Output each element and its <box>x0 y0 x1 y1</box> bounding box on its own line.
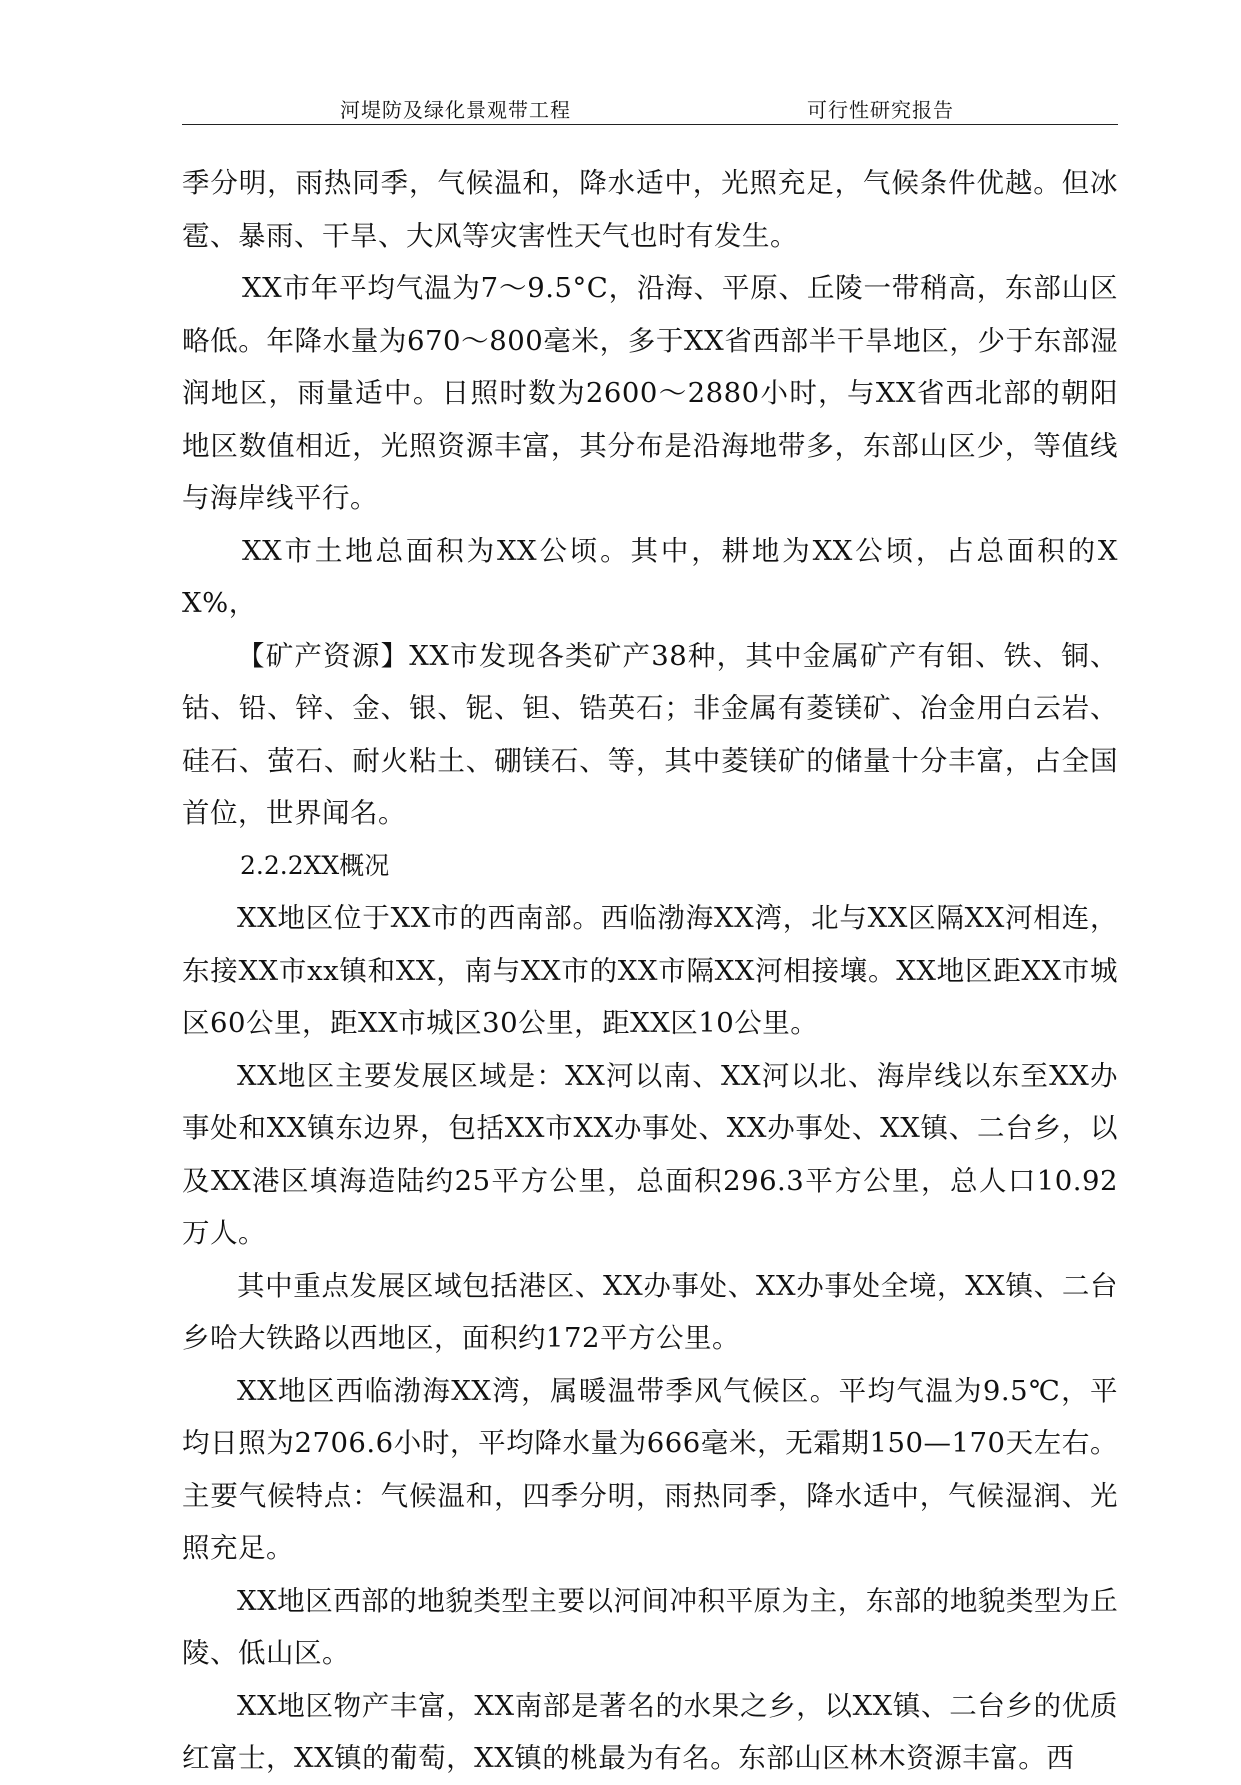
paragraph-key-area: 其中重点发展区域包括港区、XX办事处、XX办事处全境，XX镇、二台乡哈大铁路以西地区，面积约172平方公里。 <box>182 1269 1118 1354</box>
paragraph-mineral-resources: 【矿产资源】XX市发现各类矿产38种，其中金属矿产有钼、铁、铜、钴、铅、锌、金、银、铌、钽、锆英石；非金属有菱镁矿、冶金用白云岩、硅石、萤石、耐火粘土、硼镁石、等，其中菱镁矿的储量十分丰富，占全国首位，世界闻名。 <box>182 639 1118 829</box>
paragraph-temperature: XX市年平均气温为7～9.5°C，沿海、平原、丘陵一带稍高，东部山区略低。年降水量为670～800毫米，多于XX省西部半干旱地区，少于东部湿润地区，雨量适中。日照时数为2600～2880小时，与XX省西北部的朝阳地区数值相近，光照资源丰富，其分布是沿海地带多，东部山区少，等值线与海岸线平行。 <box>182 272 1118 514</box>
header-report-title: 可行性研究报告 <box>807 98 954 122</box>
paragraph-climate: XX地区西临渤海XX湾，属暖温带季风气候区。平均气温为9.5℃，平均日照为2706.6小时，平均降水量为666毫米，无霜期150—170天左右。主要气候特点：气候温和，四季分明，雨热同季，降水适中，气候湿润、光照充足。 <box>182 1374 1118 1564</box>
paragraph-products: XX地区物产丰富，XX南部是著名的水果之乡，以XX镇、二台乡的优质红富士，XX镇的葡萄，XX镇的桃最为有名。东部山区林木资源丰富。西 <box>182 1689 1118 1774</box>
paragraph-development-area: XX地区主要发展区域是：XX河以南、XX河以北、海岸线以东至XX办事处和XX镇东边界，包括XX市XX办事处、XX办事处、XX镇、二台乡，以及XX港区填海造陆约25平方公里，总面积296.3平方公里，总人口10.92万人。 <box>182 1059 1118 1249</box>
document-body <box>182 157 1118 1785</box>
paragraph-landform: XX地区西部的地貌类型主要以河间冲积平原为主，东部的地貌类型为丘陵、低山区。 <box>182 1584 1118 1669</box>
header-project-title: 河堤防及绿化景观带工程 <box>340 98 571 122</box>
paragraph-land-area: XX市土地总面积为XX公顷。其中，耕地为XX公顷，占总面积的XX%， <box>182 534 1118 619</box>
section-heading: 2.2.2XX概况 <box>240 850 390 880</box>
paragraph-location: XX地区位于XX市的西南部。西临渤海XX湾，北与XX区隔XX河相连，东接XX市xx镇和XX，南与XX市的XX市隔XX河相接壤。XX地区距XX市城区60公里，距XX市城区30公里，距XX区10公里。 <box>182 902 1118 1039</box>
page-header <box>182 92 1118 125</box>
paragraph-climate-continued: 季分明，雨热同季，气候温和，降水适中，光照充足，气候条件优越。但冰雹、暴雨、干旱、大风等灾害性天气也时有发生。 <box>182 167 1118 252</box>
